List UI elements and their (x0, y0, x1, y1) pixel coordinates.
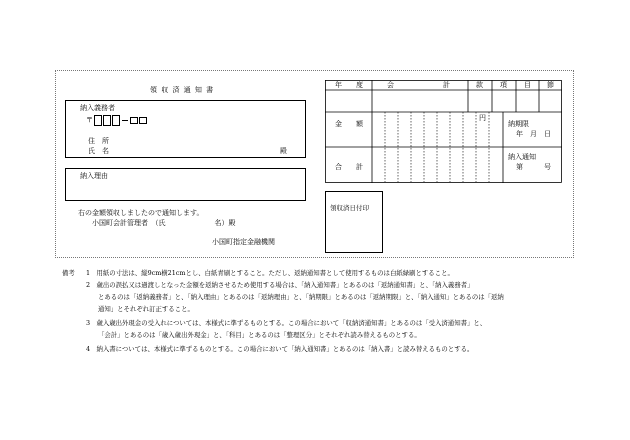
name-label: 氏 名 (88, 147, 109, 155)
honorific-mark: 殿 (280, 147, 287, 155)
payer-box (65, 100, 306, 158)
reason-box (65, 168, 306, 201)
postal-digit-box (103, 115, 111, 126)
notice-label: 納入通知 (508, 153, 536, 161)
notes-heading: 備考 (62, 269, 75, 277)
manager-line: 小国町会計管理者 （氏 名）殿 (92, 219, 236, 227)
due-date: 年 月 日 (516, 130, 551, 138)
moku-label: 目 (524, 81, 531, 89)
reason-label: 納入理由 (80, 172, 108, 180)
note-item: 2 歳出の誤払又は過渡しとなった金額を返納させるため使用する場合は、「納入通知書」とあるのは「返納通知書」と、「納入義務者」 (86, 281, 474, 289)
account-label: 会 計 (387, 81, 450, 89)
due-label: 納期限 (508, 120, 529, 128)
total-label: 合 計 (335, 163, 363, 171)
notice-number: 第 号 (516, 163, 551, 171)
note-item: とあるのは「返納義務者」と、「納入理由」とあるのは「返納理由」と、「納期限」とあるのは「返納期限」と、「納入通知」とあるのは「返納 (98, 293, 504, 301)
note-item: 「会計」とあるのは「歳入歳出外現金」と、「科目」とあるのは「整理区分」とそれぞれ読み替えるものとする。 (98, 331, 421, 339)
stamp-label: 領収済日付印 (330, 204, 369, 212)
postal-digit-box (130, 117, 138, 124)
note-item: 3 歳入歳出外現金の受入れについては、本様式に準ずるものとする。この場合において「収納済通知書」とあるのは「受入済通知書」と、 (86, 319, 487, 327)
postal-digit-box (139, 117, 147, 124)
form-title: 領 収 済 通 知 書 (150, 86, 215, 94)
bank-line: 小国町指定金融機関 (212, 238, 275, 246)
setsu-label: 節 (547, 81, 554, 89)
year-label: 年 度 (335, 81, 363, 89)
receipt-text: 右の金額領収しましたので通知します。 (78, 209, 204, 217)
kou-label: 項 (500, 81, 507, 89)
payer-label: 納入義務者 (80, 104, 115, 112)
receipt-stamp-box (325, 191, 383, 253)
postal-digit-box (112, 115, 120, 126)
account-table (325, 80, 562, 183)
postal-dash (122, 120, 128, 121)
postal-code-field (86, 115, 147, 126)
amount-label: 金 額 (335, 120, 363, 128)
yen-mark: 円 (479, 114, 486, 122)
note-item: 通知」とそれぞれ訂正すること。 (98, 305, 194, 313)
address-label: 住 所 (88, 137, 109, 145)
note-item: 4 納入書については、本様式に準ずるものとする。この場合において「納入通知書」とあるのは「納入書」と読み替えるものとする。 (86, 345, 474, 353)
kan-label: 款 (476, 81, 483, 89)
postal-digit-box (94, 115, 102, 126)
postal-mark: 〒 (86, 116, 93, 124)
note-item: 1 用紙の寸法は、縦9cm横21cmとし、白紙青刷とすること。ただし、返納通知書として使用するものは白紙緑刷とすること。 (86, 269, 454, 277)
